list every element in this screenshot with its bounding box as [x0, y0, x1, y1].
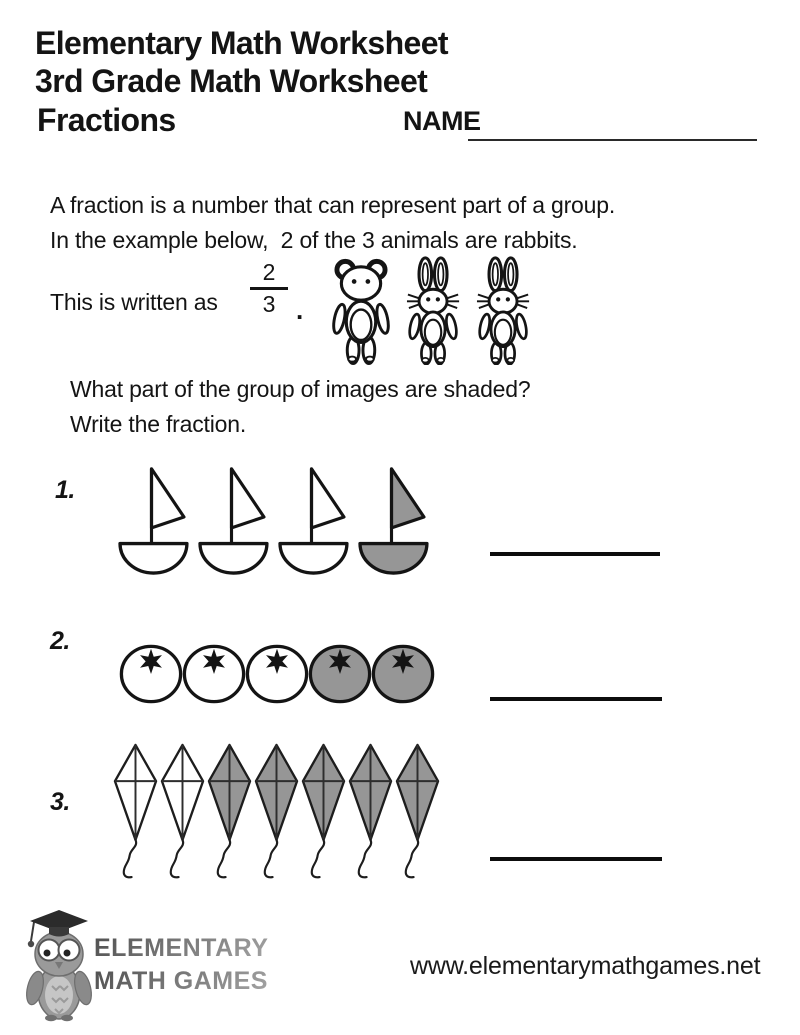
logo-wordmark	[94, 932, 268, 998]
star-ornament-unshaded	[118, 642, 184, 706]
star-ornament-shaded	[370, 642, 436, 706]
worksheet-title-line1: Elementary Math Worksheet	[35, 25, 448, 61]
worksheet-title-line2: 3rd Grade Math Worksheet	[35, 63, 428, 99]
kite-shaded	[300, 742, 347, 879]
logo-line2: MATH GAMES	[94, 965, 268, 998]
name-blank-line[interactable]	[468, 139, 757, 141]
prompt-line2: Write the fraction.	[70, 411, 247, 437]
kite-shaded	[347, 742, 394, 879]
teddy-bear-image	[330, 255, 392, 365]
kite-unshaded	[112, 742, 159, 879]
fraction-numerator: 2	[262, 259, 276, 285]
sailboat-unshaded	[192, 457, 271, 577]
intro-line1: A fraction is a number that can represent part of a group.	[50, 192, 616, 218]
example-fraction	[248, 259, 290, 318]
worksheet-topic: Fractions	[37, 102, 176, 138]
example-prefix: This is written as	[50, 289, 218, 315]
question-2-answer-blank[interactable]	[490, 697, 662, 701]
sailboat-unshaded	[272, 457, 351, 577]
question-2-images	[118, 642, 433, 706]
question-2-number: 2.	[50, 627, 70, 655]
prompt-line1: What part of the group of images are shaded?	[70, 376, 531, 402]
example-animals	[330, 255, 532, 365]
sailboat-shaded	[352, 457, 431, 577]
star-ornament-unshaded	[181, 642, 247, 706]
kite-unshaded	[159, 742, 206, 879]
intro-line2: In the example below, 2 of the 3 animals are rabbits.	[50, 227, 578, 253]
kite-shaded	[253, 742, 300, 879]
fraction-bar	[250, 287, 288, 290]
question-3-answer-blank[interactable]	[490, 857, 662, 861]
owl-logo-icon	[22, 908, 96, 1022]
website-url: www.elementarymathgames.net	[410, 952, 761, 980]
name-label: NAME	[403, 106, 481, 136]
logo-line1: ELEMENTARY	[94, 932, 268, 965]
example-period: .	[296, 295, 304, 325]
question-1-images	[112, 457, 432, 577]
star-ornament-shaded	[307, 642, 373, 706]
star-ornament-unshaded	[244, 642, 310, 706]
kite-shaded	[394, 742, 441, 879]
question-1-answer-blank[interactable]	[490, 552, 660, 556]
kite-shaded	[206, 742, 253, 879]
question-1-number: 1.	[55, 476, 75, 504]
question-3-images	[112, 742, 441, 879]
fraction-denominator: 3	[262, 290, 276, 317]
rabbit-image	[406, 255, 462, 365]
question-3-number: 3.	[50, 788, 70, 816]
rabbit-image	[476, 255, 532, 365]
sailboat-unshaded	[112, 457, 191, 577]
